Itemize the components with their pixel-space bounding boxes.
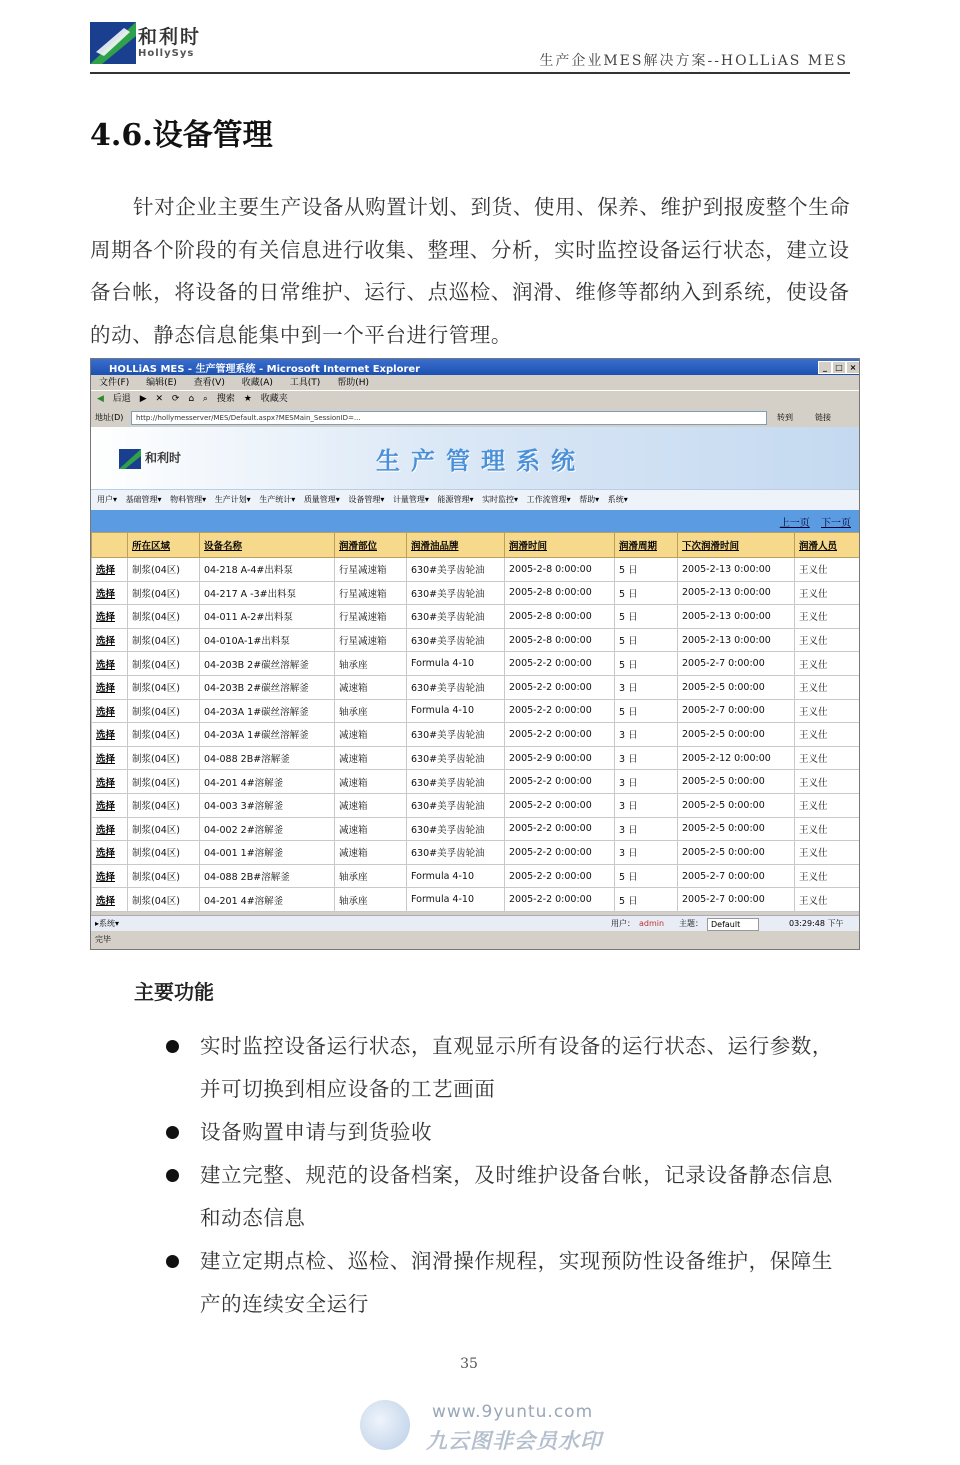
table-cell: 04-218 A-4#出料泵 <box>200 558 335 582</box>
table-cell: 2005-2-2 0:00:00 <box>505 675 615 699</box>
table-cell: 减速箱 <box>335 675 407 699</box>
table-cell: 3 日 <box>615 817 678 841</box>
table-cell: 王义仕 <box>795 723 860 747</box>
banner-brand: 和利时 <box>145 451 182 465</box>
column-header[interactable]: 润滑周期 <box>615 533 678 558</box>
table-cell: 2005-2-5 0:00:00 <box>678 841 795 865</box>
nav-quality[interactable]: 质量管理▾ <box>303 495 340 504</box>
nav-workflow[interactable]: 工作流管理▾ <box>526 495 571 504</box>
table-cell: 2005-2-2 0:00:00 <box>505 841 615 865</box>
back-icon[interactable]: ◀ <box>97 394 104 404</box>
feature-item: 建立定期点检、巡检、润滑操作规程，实现预防性设备维护，保障生产的连续安全运行 <box>200 1249 833 1316</box>
table-cell: 王义仕 <box>795 888 860 912</box>
table-cell: 减速箱 <box>335 746 407 770</box>
nav-help[interactable]: 帮助▾ <box>579 495 600 504</box>
table-cell: 04-088 2B#溶解釜 <box>200 864 335 888</box>
table-cell: 04-203B 2#碳丝溶解釜 <box>200 652 335 676</box>
nav-basic[interactable]: 基础管理▾ <box>125 495 162 504</box>
table-cell: 行星减速箱 <box>335 605 407 629</box>
table-cell: 2005-2-8 0:00:00 <box>505 628 615 652</box>
hollysys-logo <box>90 22 136 64</box>
nav-material[interactable]: 物料管理▾ <box>170 495 207 504</box>
user-label: 用户： <box>611 919 635 928</box>
bullet-icon <box>166 1169 179 1182</box>
menu-bar <box>91 375 859 390</box>
watermark-url: www.9yuntu.com <box>432 1402 594 1422</box>
table-cell: 王义仕 <box>795 558 860 582</box>
table-cell: 04-217 A -3#出料泵 <box>200 581 335 605</box>
table-cell: Formula 4-10 <box>407 888 505 912</box>
table-cell: 2005-2-12 0:00:00 <box>678 746 795 770</box>
table-row <box>92 628 860 652</box>
nav-system[interactable]: 系统▾ <box>607 495 628 504</box>
table-cell: 减速箱 <box>335 723 407 747</box>
table-cell: 轴承座 <box>335 652 407 676</box>
table-cell: 减速箱 <box>335 770 407 794</box>
table-cell: 5 日 <box>615 888 678 912</box>
table-cell: 5 日 <box>615 581 678 605</box>
select-link[interactable]: 选择 <box>92 746 128 770</box>
table-body <box>92 558 860 912</box>
table-row <box>92 770 860 794</box>
column-header[interactable]: 润滑人员 <box>795 533 860 558</box>
clock: 03:29:48 下午 <box>789 919 844 928</box>
close-button[interactable]: × <box>846 361 860 374</box>
table-cell: 制浆(04区) <box>128 841 200 865</box>
links-button[interactable]: 链接 <box>815 413 831 422</box>
table-cell: 减速箱 <box>335 793 407 817</box>
menu-view[interactable]: 查看(V) <box>193 378 225 388</box>
lubrication-table <box>91 532 860 912</box>
table-row <box>92 652 860 676</box>
column-header[interactable]: 润滑时间 <box>505 533 615 558</box>
section-title: 4.6.设备管理 <box>90 118 273 153</box>
table-cell: 制浆(04区) <box>128 817 200 841</box>
table-cell: 制浆(04区) <box>128 723 200 747</box>
table-cell: 630#美孚齿轮油 <box>407 558 505 582</box>
table-cell: 2005-2-5 0:00:00 <box>678 675 795 699</box>
table-cell: 轴承座 <box>335 888 407 912</box>
menu-help[interactable]: 帮助(H) <box>337 378 369 388</box>
nav-energy[interactable]: 能源管理▾ <box>437 495 474 504</box>
table-cell: Formula 4-10 <box>407 652 505 676</box>
table-cell: 04-003 3#溶解釜 <box>200 793 335 817</box>
table-cell: 制浆(04区) <box>128 675 200 699</box>
table-cell: 5 日 <box>615 558 678 582</box>
table-cell: 减速箱 <box>335 817 407 841</box>
table-cell: 630#美孚齿轮油 <box>407 581 505 605</box>
table-cell: 2005-2-5 0:00:00 <box>678 793 795 817</box>
table-cell: 630#美孚齿轮油 <box>407 675 505 699</box>
watermark-logo-icon <box>360 1400 410 1450</box>
feature-item: 建立完整、规范的设备档案，及时维护设备台帐，记录设备静态信息和动态信息 <box>200 1163 833 1230</box>
table-cell: 630#美孚齿轮油 <box>407 605 505 629</box>
table-cell: 04-010A-1#出料泵 <box>200 628 335 652</box>
favorites-button[interactable]: 收藏夹 <box>260 394 288 404</box>
app-status-bar <box>91 915 859 932</box>
minimize-button[interactable]: _ <box>818 361 832 374</box>
nav-user[interactable]: 用户▾ <box>97 495 118 504</box>
table-cell: 轴承座 <box>335 699 407 723</box>
table-cell: 630#美孚齿轮油 <box>407 841 505 865</box>
table-cell: 2005-2-13 0:00:00 <box>678 558 795 582</box>
table-cell: 2005-2-7 0:00:00 <box>678 864 795 888</box>
table-cell: 3 日 <box>615 746 678 770</box>
running-header: 生产企业MES解决方案--HOLLiAS MES <box>539 53 848 69</box>
table-cell: 630#美孚齿轮油 <box>407 746 505 770</box>
table-cell: 王义仕 <box>795 699 860 723</box>
column-header[interactable]: 润滑油品牌 <box>407 533 505 558</box>
search-icon[interactable]: ⌕ <box>202 394 208 404</box>
table-cell: 2005-2-7 0:00:00 <box>678 652 795 676</box>
column-header <box>92 533 128 558</box>
table-cell: 04-203A 1#碳丝溶解釜 <box>200 699 335 723</box>
table-cell: 630#美孚齿轮油 <box>407 723 505 747</box>
table-cell: 630#美孚齿轮油 <box>407 628 505 652</box>
table-cell: 04-001 1#溶解釜 <box>200 841 335 865</box>
theme-label: 主题： <box>679 919 703 928</box>
table-cell: Formula 4-10 <box>407 699 505 723</box>
window-title: HOLLiAS MES - 生产管理系统 - Microsoft Internet Explorer <box>109 364 421 375</box>
hollysys-logo-small <box>119 449 141 469</box>
user-value: admin <box>639 919 665 928</box>
table-cell: 2005-2-13 0:00:00 <box>678 628 795 652</box>
table-cell: 王义仕 <box>795 864 860 888</box>
features-heading: 主要功能 <box>134 980 214 1004</box>
select-link[interactable]: 选择 <box>92 581 128 605</box>
address-input[interactable]: http://hollymesserver/MES/Default.aspx?MESMain_SessionID=... <box>131 411 767 425</box>
select-link[interactable]: 选择 <box>92 770 128 794</box>
table-row <box>92 864 860 888</box>
maximize-button[interactable]: □ <box>832 361 846 374</box>
table-row <box>92 675 860 699</box>
ie-window-screenshot <box>90 358 860 950</box>
refresh-icon[interactable]: ⟳ <box>171 394 180 404</box>
select-link[interactable]: 选择 <box>92 793 128 817</box>
table-cell: 2005-2-5 0:00:00 <box>678 770 795 794</box>
column-header[interactable]: 下次润滑时间 <box>678 533 795 558</box>
select-link[interactable]: 选择 <box>92 841 128 865</box>
table-cell: 2005-2-5 0:00:00 <box>678 723 795 747</box>
table-cell: 5 日 <box>615 628 678 652</box>
select-link[interactable]: 选择 <box>92 628 128 652</box>
home-icon[interactable]: ⌂ <box>188 394 195 404</box>
feature-item: 设备购置申请与到货验收 <box>200 1120 433 1144</box>
stop-icon[interactable]: ✕ <box>155 394 164 404</box>
table-cell: 2005-2-8 0:00:00 <box>505 581 615 605</box>
table-cell: 04-011 A-2#出料泵 <box>200 605 335 629</box>
column-header[interactable]: 设备名称 <box>200 533 335 558</box>
table-cell: 王义仕 <box>795 605 860 629</box>
address-bar <box>91 409 859 427</box>
table-cell: 04-002 2#溶解釜 <box>200 817 335 841</box>
select-link[interactable]: 选择 <box>92 864 128 888</box>
table-row <box>92 888 860 912</box>
theme-select[interactable]: Default <box>707 918 759 931</box>
next-page-link[interactable]: 下一页 <box>821 518 851 529</box>
table-cell: 行星减速箱 <box>335 628 407 652</box>
table-cell: 3 日 <box>615 675 678 699</box>
table-cell: 2005-2-5 0:00:00 <box>678 817 795 841</box>
table-cell: 3 日 <box>615 723 678 747</box>
table-row <box>92 605 860 629</box>
table-cell: 王义仕 <box>795 746 860 770</box>
table-cell: 制浆(04区) <box>128 699 200 723</box>
table-cell: 王义仕 <box>795 581 860 605</box>
menu-favorites[interactable]: 收藏(A) <box>241 378 273 388</box>
menu-tools[interactable]: 工具(T) <box>289 378 321 388</box>
header-rule <box>90 72 850 74</box>
table-cell: 2005-2-7 0:00:00 <box>678 699 795 723</box>
column-header[interactable]: 润滑部位 <box>335 533 407 558</box>
table-cell: 制浆(04区) <box>128 770 200 794</box>
app-nav-menu <box>91 489 859 511</box>
table-cell: 制浆(04区) <box>128 652 200 676</box>
table-cell: 王义仕 <box>795 770 860 794</box>
select-link[interactable]: 选择 <box>92 605 128 629</box>
select-link[interactable]: 选择 <box>92 699 128 723</box>
table-cell: Formula 4-10 <box>407 864 505 888</box>
table-cell: 630#美孚齿轮油 <box>407 793 505 817</box>
address-label: 地址(D) <box>95 413 124 422</box>
nav-equipment[interactable]: 设备管理▾ <box>348 495 385 504</box>
favorites-icon[interactable]: ★ <box>243 394 252 404</box>
table-cell: 04-201 4#溶解釜 <box>200 888 335 912</box>
table-cell: 5 日 <box>615 605 678 629</box>
table-cell: 制浆(04区) <box>128 864 200 888</box>
table-row <box>92 746 860 770</box>
prev-page-link[interactable]: 上一页 <box>779 518 810 529</box>
ie-status-bar <box>91 931 859 949</box>
table-cell: 制浆(04区) <box>128 888 200 912</box>
table-cell: 王义仕 <box>795 652 860 676</box>
table-cell: 王义仕 <box>795 628 860 652</box>
table-row <box>92 793 860 817</box>
table-cell: 王义仕 <box>795 675 860 699</box>
page-number: 35 <box>460 1356 478 1372</box>
nav-statistics[interactable]: 生产统计▾ <box>259 495 296 504</box>
table-cell: 2005-2-2 0:00:00 <box>505 793 615 817</box>
table-cell: 减速箱 <box>335 841 407 865</box>
table-cell: 5 日 <box>615 864 678 888</box>
bullet-icon <box>166 1040 179 1053</box>
logo-brand-en: HollySys <box>138 48 195 59</box>
table-cell: 04-203B 2#碳丝溶解釜 <box>200 675 335 699</box>
table-cell: 04-201 4#溶解釜 <box>200 770 335 794</box>
table-cell: 630#美孚齿轮油 <box>407 770 505 794</box>
menu-edit[interactable]: 编辑(E) <box>146 378 177 388</box>
table-cell: 04-203A 1#碳丝溶解釜 <box>200 723 335 747</box>
table-cell: 制浆(04区) <box>128 746 200 770</box>
nav-metering[interactable]: 计量管理▾ <box>392 495 429 504</box>
banner-title: 生产管理系统 <box>376 447 586 475</box>
ie-status-text: 完毕 <box>95 935 111 944</box>
table-cell: 制浆(04区) <box>128 581 200 605</box>
table-cell: 2005-2-2 0:00:00 <box>505 817 615 841</box>
table-cell: 5 日 <box>615 699 678 723</box>
table-cell: 轴承座 <box>335 864 407 888</box>
table-cell: 制浆(04区) <box>128 605 200 629</box>
table-cell: 2005-2-2 0:00:00 <box>505 864 615 888</box>
select-link[interactable]: 选择 <box>92 723 128 747</box>
table-cell: 2005-2-2 0:00:00 <box>505 699 615 723</box>
go-button[interactable]: 转到 <box>777 413 793 422</box>
table-cell: 04-088 2B#溶解釜 <box>200 746 335 770</box>
table-cell: 5 日 <box>615 652 678 676</box>
pager-row <box>91 510 859 532</box>
select-link[interactable]: 选择 <box>92 888 128 912</box>
browser-toolbar <box>91 390 859 409</box>
table-cell: 制浆(04区) <box>128 628 200 652</box>
table-row <box>92 723 860 747</box>
table-cell: 2005-2-13 0:00:00 <box>678 605 795 629</box>
table-header-row <box>92 533 860 558</box>
select-link[interactable]: 选择 <box>92 675 128 699</box>
nav-plan[interactable]: 生产计划▾ <box>214 495 251 504</box>
search-button[interactable]: 搜索 <box>216 394 235 404</box>
bullet-icon <box>166 1126 179 1139</box>
table-cell: 3 日 <box>615 841 678 865</box>
pager <box>772 514 851 529</box>
table-cell: 王义仕 <box>795 817 860 841</box>
table-cell: 3 日 <box>615 770 678 794</box>
table-cell: 行星减速箱 <box>335 558 407 582</box>
bullet-icon <box>166 1255 179 1268</box>
table-cell: 630#美孚齿轮油 <box>407 817 505 841</box>
table-row <box>92 581 860 605</box>
table-cell: 2005-2-2 0:00:00 <box>505 888 615 912</box>
logo-brand-cn: 和利时 <box>138 26 202 48</box>
back-button[interactable]: 后退 <box>112 394 131 404</box>
table-cell: 行星减速箱 <box>335 581 407 605</box>
table-cell: 2005-2-2 0:00:00 <box>505 652 615 676</box>
watermark-text: 九云图非会员水印 <box>426 1429 602 1453</box>
table-cell: 2005-2-2 0:00:00 <box>505 723 615 747</box>
table-cell: 2005-2-13 0:00:00 <box>678 581 795 605</box>
table-cell: 2005-2-2 0:00:00 <box>505 770 615 794</box>
select-link[interactable]: 选择 <box>92 558 128 582</box>
table-cell: 3 日 <box>615 793 678 817</box>
forward-icon[interactable]: ▶ <box>139 394 147 404</box>
menu-file[interactable]: 文件(F) <box>99 378 130 388</box>
table-cell: 王义仕 <box>795 793 860 817</box>
app-banner <box>91 427 859 489</box>
nav-monitor[interactable]: 实时监控▾ <box>482 495 519 504</box>
table-row <box>92 558 860 582</box>
select-link[interactable]: 选择 <box>92 652 128 676</box>
table-cell: 2005-2-9 0:00:00 <box>505 746 615 770</box>
table-cell: 2005-2-8 0:00:00 <box>505 558 615 582</box>
window-titlebar <box>91 359 859 375</box>
intro-paragraph: 针对企业主要生产设备从购置计划、到货、使用、保养、维护到报废整个生命周期各个阶段的有关信息进行收集、整理、分析，实时监控设备运行状态，建立设备台帐，将设备的日常维护、运行、点巡检、润滑、维修等都纳入到系统，使设备的动、静态信息能集中到一个平台进行管理。 <box>90 195 851 347</box>
table-cell: 制浆(04区) <box>128 558 200 582</box>
table-cell: 2005-2-7 0:00:00 <box>678 888 795 912</box>
system-menu[interactable]: ▸系统▾ <box>95 919 120 928</box>
column-header[interactable]: 所在区域 <box>128 533 200 558</box>
feature-item: 实时监控设备运行状态，直观显示所有设备的运行状态、运行参数，并可切换到相应设备的工艺画面 <box>200 1034 833 1101</box>
table-row <box>92 841 860 865</box>
table-row <box>92 817 860 841</box>
table-row <box>92 699 860 723</box>
select-link[interactable]: 选择 <box>92 817 128 841</box>
table-cell: 王义仕 <box>795 841 860 865</box>
table-cell: 制浆(04区) <box>128 793 200 817</box>
table-cell: 2005-2-8 0:00:00 <box>505 605 615 629</box>
